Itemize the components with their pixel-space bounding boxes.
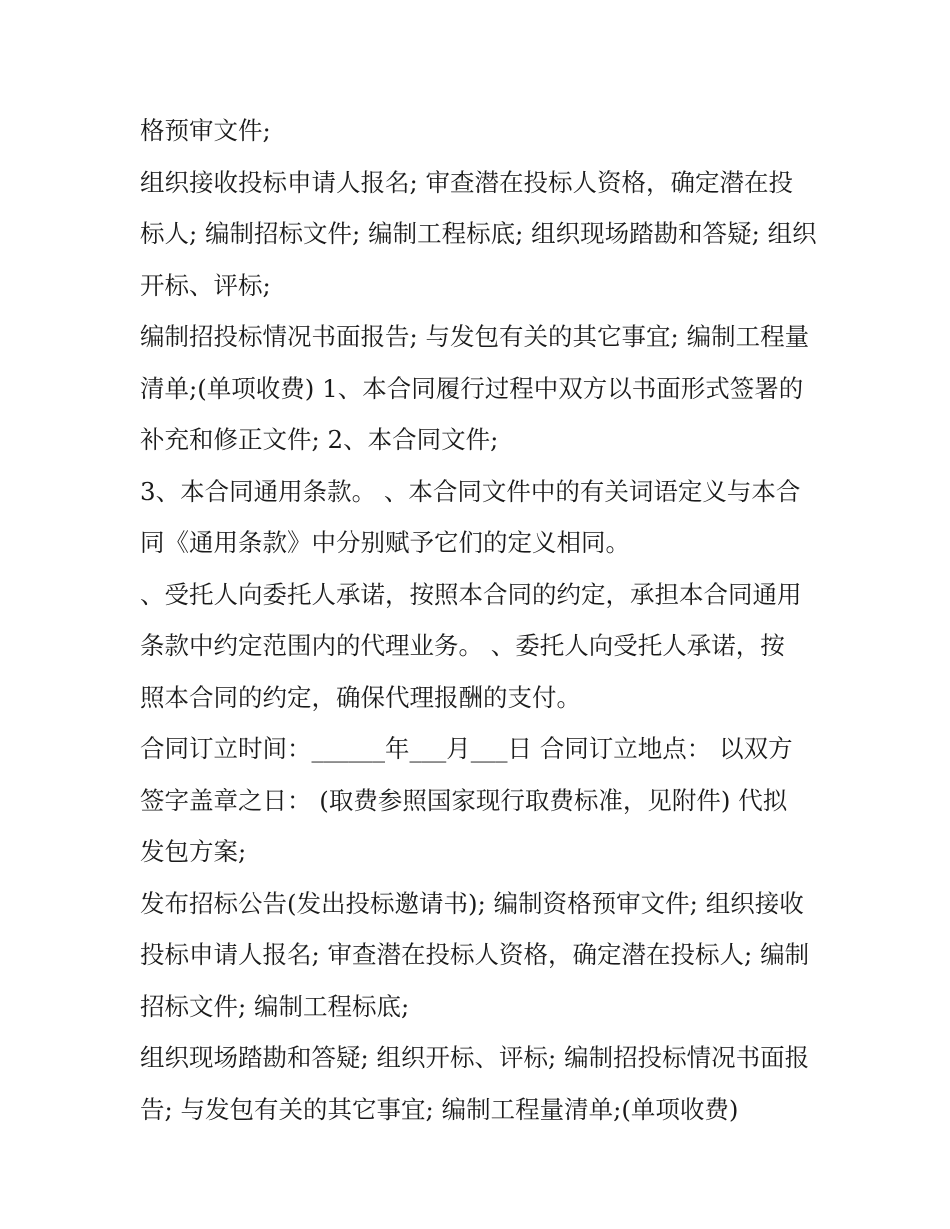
text-line: 同《通用条款》中分别赋予它们的定义相同。 — [140, 528, 630, 557]
text-line: 开标、评标; — [140, 270, 271, 300]
text-line: 告; 与发包有关的其它事宜; 编制工程量清单;(单项收费) — [140, 1094, 739, 1124]
text-line: 投标申请人报名; 审查潜在投标人资格，确定潜在投标人; 编制 — [140, 940, 810, 969]
text-line: 、受托人向委托人承诺，按照本合同的约定，承担本合同通用 — [140, 579, 802, 609]
text-line: 招标文件; 编制工程标底; — [140, 991, 410, 1021]
text-line: 发包方案; — [140, 837, 247, 866]
text-line: 签字盖章之日： (取费参照国家现行取费标准，见附件) 代拟 — [140, 785, 788, 815]
text-line: 清单;(单项收费) 1、本合同履行过程中双方以书面形式签署的 — [140, 373, 804, 403]
text-line: 组织现场踏勘和答疑; 组织开标、评标; 编制招投标情况书面报 — [140, 1043, 810, 1072]
text-line: 编制招投标情况书面报告; 与发包有关的其它事宜; 编制工程量 — [140, 322, 810, 351]
text-line: 照本合同的约定，确保代理报酬的支付。 — [140, 682, 581, 712]
text-line: 标人; 编制招标文件; 编制工程标底; 组织现场踏勘和答疑; 组织 — [140, 219, 817, 248]
text-line: 格预审文件; — [140, 116, 271, 145]
document-body — [140, 105, 815, 1135]
text-line: 发布招标公告(发出投标邀请书); 编制资格预审文件; 组织接收 — [140, 888, 804, 918]
text-line: 3、本合同通用条款。 、本合同文件中的有关词语定义与本合 — [140, 476, 801, 506]
text-line: 合同订立时间：______年___月___日 合同订立地点： 以双方 — [140, 734, 793, 763]
text-line: 条款中约定范围内的代理业务。 、委托人向受托人承诺，按 — [140, 631, 785, 660]
text-line: 组织接收投标申请人报名; 审查潜在投标人资格，确定潜在投 — [140, 167, 794, 197]
text-line: 补充和修正文件; 2、本合同文件; — [140, 425, 499, 454]
